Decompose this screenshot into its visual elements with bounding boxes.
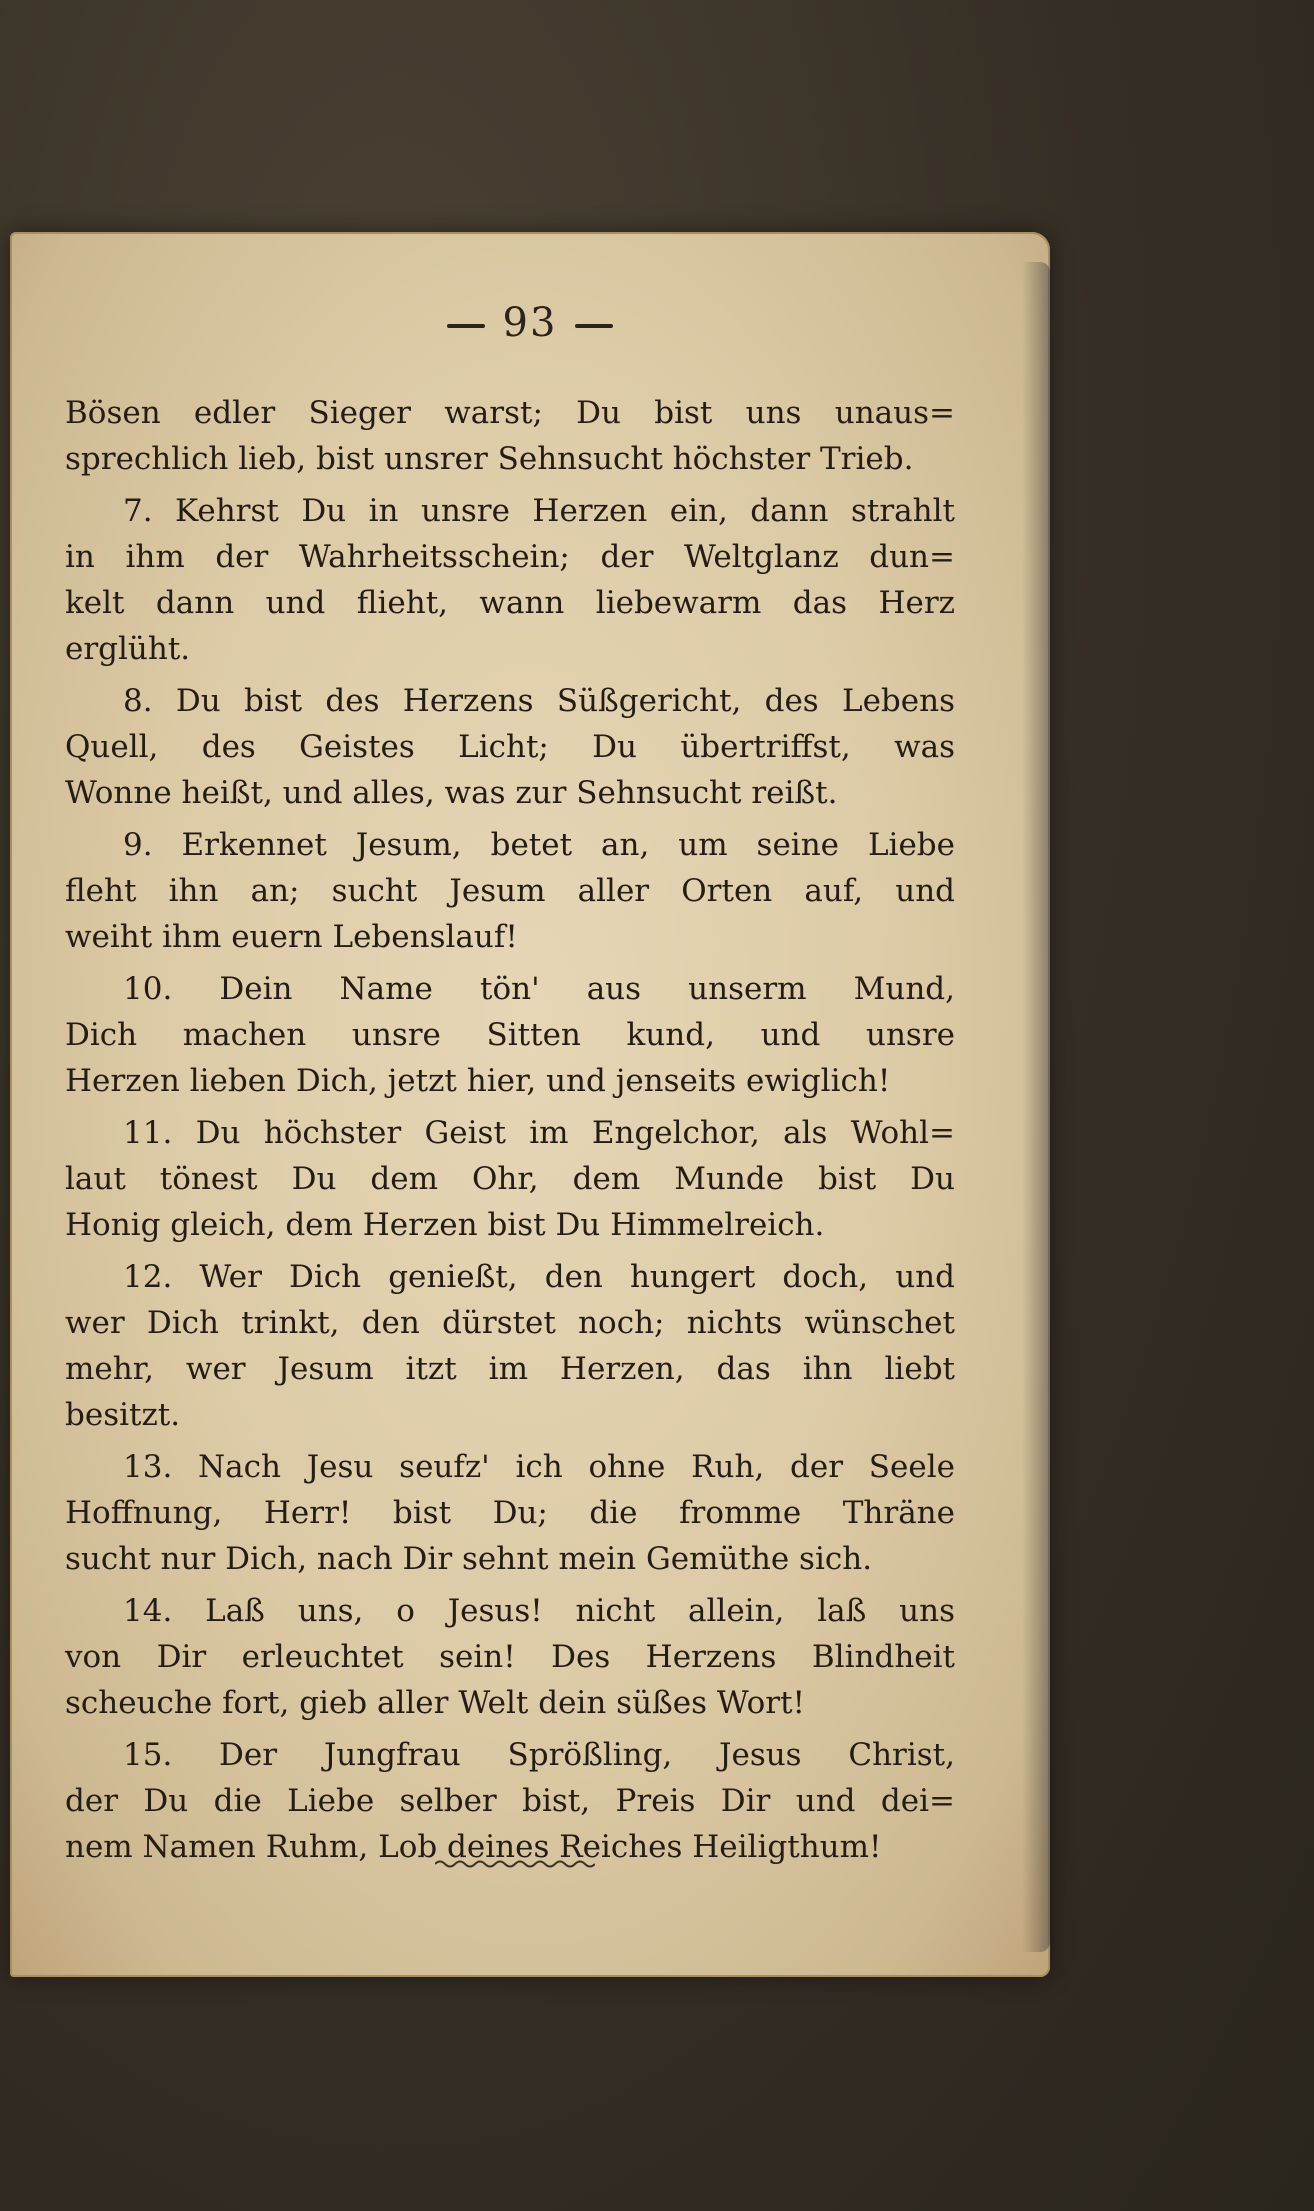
verse-9	[65, 1588, 955, 1726]
verse-3	[65, 678, 955, 816]
verse-line: in ihm der Wahrheitsschein; der Weltglanz dun=	[65, 539, 955, 575]
verse-line: nem Namen Ruhm, Lob deines Reiches Heiligthum!	[65, 1829, 882, 1865]
end-ornament	[435, 1857, 595, 1871]
verse-line: 14. Laß uns, o Jesus! nicht allein, laß uns	[123, 1593, 955, 1629]
verse-7	[65, 1254, 955, 1438]
verse-line: laut tönest Du dem Ohr, dem Munde bist Du	[65, 1161, 955, 1197]
verse-line: 8. Du bist des Herzens Süßgericht, des Lebens	[123, 683, 955, 719]
verse-line: erglüht.	[65, 631, 191, 667]
verse-line: sprechlich lieb, bist unsrer Sehnsucht höchster Trieb.	[65, 441, 914, 477]
verse-4	[65, 822, 955, 960]
verse-line: weiht ihm euern Lebenslauf!	[65, 919, 518, 955]
verse-line: Bösen edler Sieger warst; Du bist uns unaus=	[65, 395, 955, 431]
verse-line: 11. Du höchster Geist im Engelchor, als Wohl=	[123, 1115, 955, 1151]
verse-line: 10. Dein Name tön' aus unserm Mund,	[123, 971, 955, 1007]
verse-line: Honig gleich, dem Herzen bist Du Himmelreich.	[65, 1207, 825, 1243]
verse-6	[65, 1110, 955, 1248]
page-header	[390, 300, 670, 346]
verse-1	[65, 390, 955, 482]
verse-line: Quell, des Geistes Licht; Du übertriffst, was	[65, 729, 955, 765]
verse-line: 9. Erkennet Jesum, betet an, um seine Liebe	[123, 827, 955, 863]
verse-line: Wonne heißt, und alles, was zur Sehnsucht reißt.	[65, 775, 838, 811]
header-dash-left	[447, 324, 485, 328]
verse-8	[65, 1444, 955, 1582]
verse-2	[65, 488, 955, 672]
verse-line: mehr, wer Jesum itzt im Herzen, das ihn liebt	[65, 1351, 955, 1387]
verse-line: der Du die Liebe selber bist, Preis Dir und dei=	[65, 1783, 955, 1819]
verse-line: von Dir erleuchtet sein! Des Herzens Blindheit	[65, 1639, 955, 1675]
page-number: 93	[502, 300, 558, 346]
verse-line: besitzt.	[65, 1397, 181, 1433]
verse-line: Herzen lieben Dich, jetzt hier, und jenseits ewiglich!	[65, 1063, 891, 1099]
verse-5	[65, 966, 955, 1104]
ornament-wave	[435, 1862, 595, 1867]
verse-10	[65, 1732, 955, 1870]
verse-line: Hoffnung, Herr! bist Du; die fromme Thräne	[65, 1495, 955, 1531]
header-dash-right	[575, 324, 613, 328]
verse-line: wer Dich trinkt, den dürstet noch; nichts wünschet	[65, 1305, 955, 1341]
verse-line: Dich machen unsre Sitten kund, und unsre	[65, 1017, 955, 1053]
verse-line: kelt dann und flieht, wann liebewarm das Herz	[65, 585, 955, 621]
verse-line: fleht ihn an; sucht Jesum aller Orten auf, und	[65, 873, 955, 909]
verse-line: 13. Nach Jesu seufz' ich ohne Ruh, der Seele	[123, 1449, 955, 1485]
verse-line: 15. Der Jungfrau Sprößling, Jesus Christ,	[123, 1737, 955, 1773]
verse-line: sucht nur Dich, nach Dir sehnt mein Gemüthe sich.	[65, 1541, 873, 1577]
verse-line: scheuche fort, gieb aller Welt dein süßes Wort!	[65, 1685, 806, 1721]
verse-line: 12. Wer Dich genießt, den hungert doch, und	[123, 1259, 955, 1295]
book-page	[10, 232, 1050, 1977]
verse-line: 7. Kehrst Du in unsre Herzen ein, dann strahlt	[123, 493, 955, 529]
hymn-text	[65, 390, 955, 1870]
